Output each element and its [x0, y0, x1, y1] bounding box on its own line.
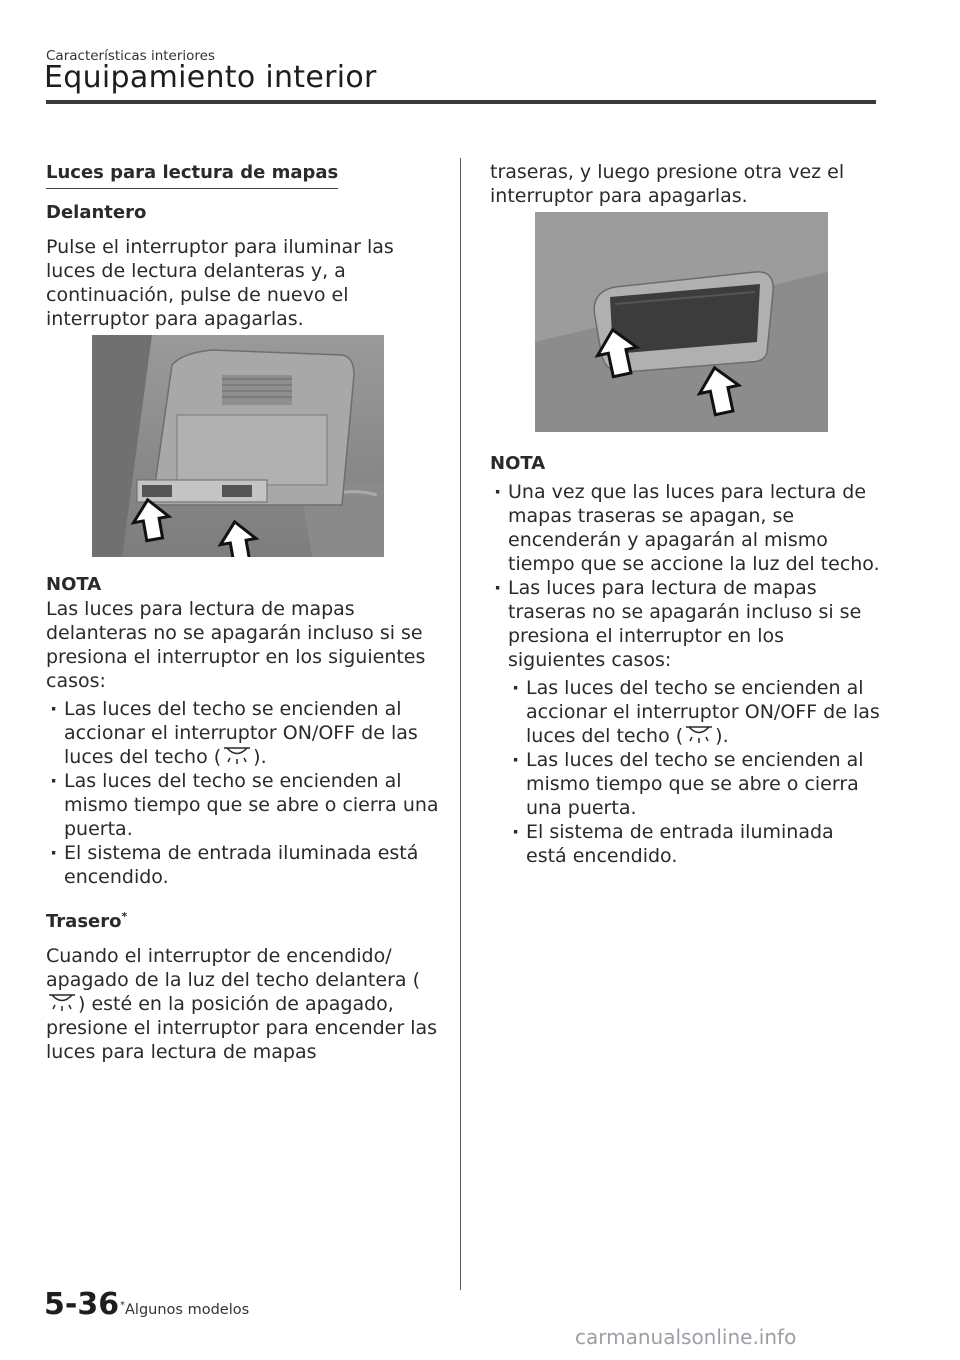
- footnote: *Algunos modelos: [120, 1300, 250, 1318]
- rear-map-light-image: [535, 212, 880, 432]
- section-title: Equipamiento interior: [44, 60, 377, 95]
- map-lights-heading: Luces para lectura de mapas: [46, 161, 338, 189]
- note-label: NOTA: [490, 453, 546, 474]
- front-text: Pulse el interruptor para iluminar las luces de lectura delanteras y, a continuación, pulse de nuevo el interruptor para apagarlas.: [46, 236, 394, 330]
- ceiling-lamp-icon: [683, 724, 715, 744]
- ceiling-lamp-icon: [46, 992, 78, 1012]
- rear-text: Cuando el interruptor de encendido/ apagado de la luz del techo delantera () esté en la posición de apagado, presione el interruptor para encender las luces para lectura de mapas: [46, 945, 438, 1063]
- front-label: Delantero: [46, 202, 147, 223]
- front-map-light-image: [92, 335, 441, 557]
- list-item: · Las luces del techo se encienden al accionar el interruptor ON/OFF de las luces del techo ( ).: [508, 676, 880, 748]
- column-divider: [460, 158, 461, 1290]
- list-item: · Las luces para lectura de mapas traseras no se apagarán incluso si se presiona el interruptor en los siguientes casos:: [490, 576, 880, 672]
- ceiling-lamp-icon: [221, 745, 253, 765]
- left-column: [46, 160, 441, 1064]
- right-column: [490, 160, 880, 868]
- list-item: · El sistema de entrada iluminada está encendido.: [508, 820, 880, 868]
- list-item: · Las luces del techo se encienden al accionar el interruptor ON/OFF de las luces del techo ( ).: [46, 697, 441, 769]
- note-label: NOTA: [46, 574, 102, 595]
- page-number: 5-36: [44, 1287, 120, 1322]
- list-item: · El sistema de entrada iluminada está encendido.: [46, 841, 441, 889]
- list-item: · Una vez que las luces para lectura de mapas traseras se apagan, se encenderán y apagarán al mismo tiempo que se accione la luz del techo.: [490, 480, 880, 576]
- watermark: carmanualsonline.info: [575, 1325, 797, 1349]
- rear-label: Trasero*: [46, 910, 128, 932]
- chapter-title: Características interiores: [46, 48, 216, 64]
- note-text: Las luces para lectura de mapas delanteras no se apagarán incluso si se presiona el interruptor en los siguientes casos:: [46, 598, 426, 692]
- header-rule: [46, 100, 876, 104]
- list-item: · Las luces del techo se encienden al mismo tiempo que se abre o cierra una puerta.: [46, 769, 441, 841]
- list-item: · Las luces del techo se encienden al mismo tiempo que se abre o cierra una puerta.: [508, 748, 880, 820]
- rear-continuation-text: traseras, y luego presione otra vez el interruptor para apagarlas.: [490, 161, 845, 207]
